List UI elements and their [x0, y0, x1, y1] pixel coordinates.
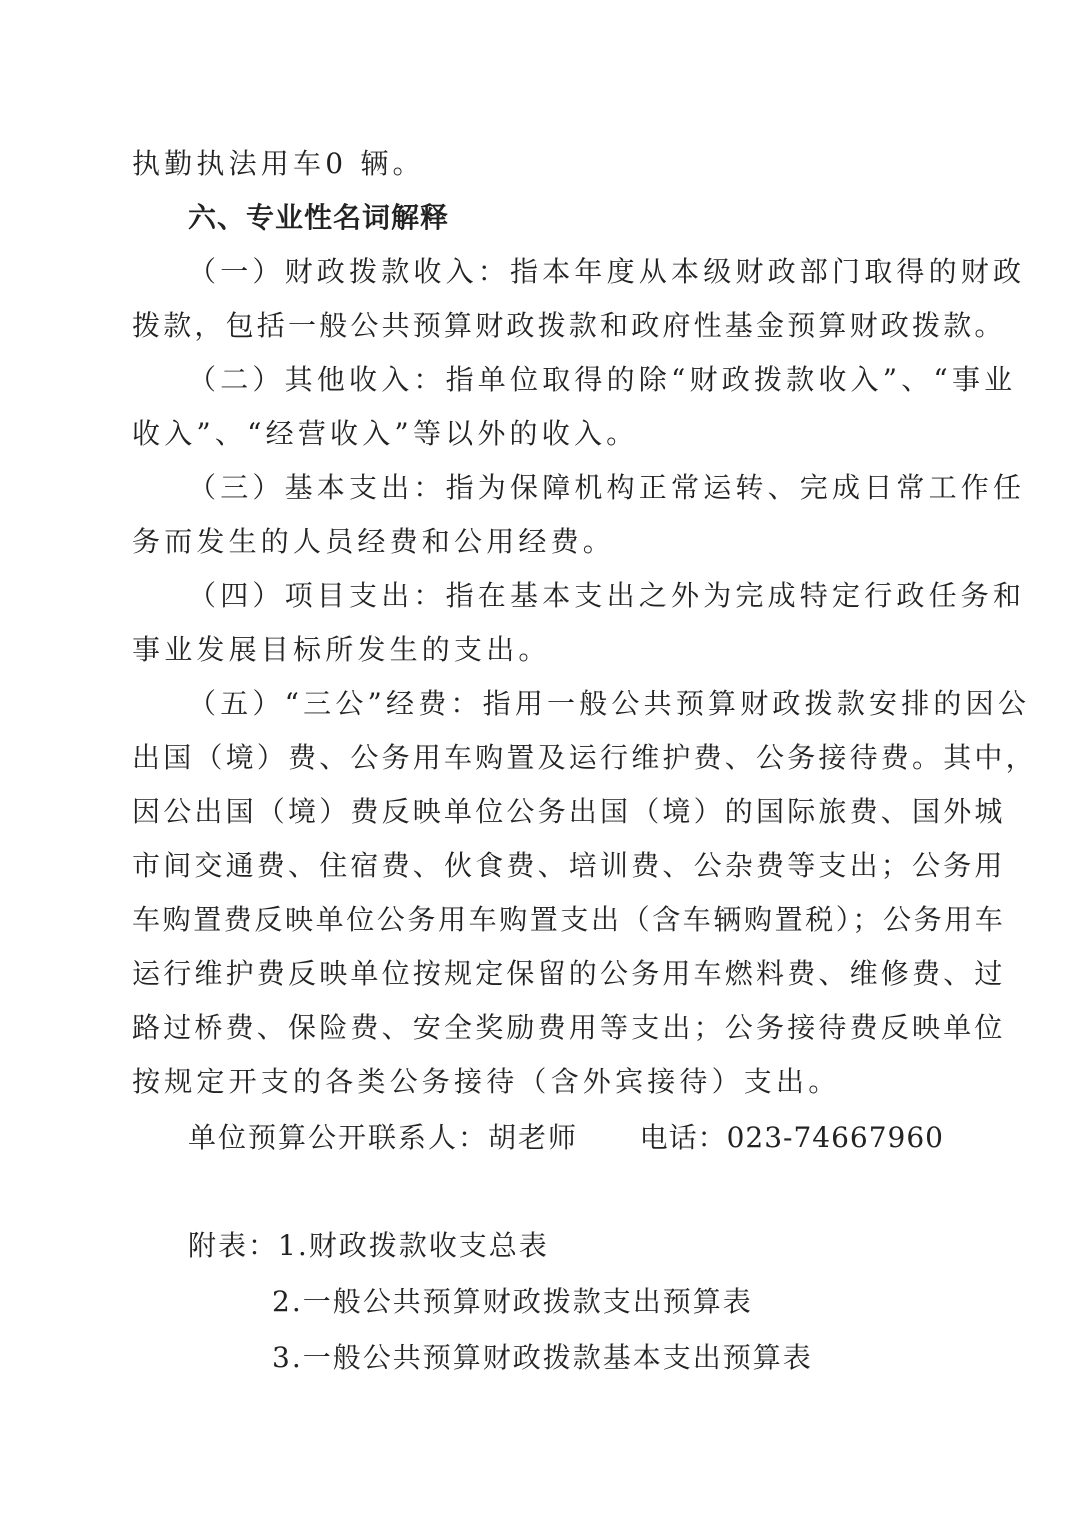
paragraph-line: （四）项目支出：指在基本支出之外为完成特定行政任务和: [188, 579, 1026, 612]
appendix-item-3: 3.一般公共预算财政拨款基本支出预算表: [272, 1341, 813, 1374]
paragraph-line: 务而发生的人员经费和公用经费。: [132, 525, 616, 558]
appendix-item-2: 2.一般公共预算财政拨款支出预算表: [272, 1285, 753, 1318]
paragraph-line: （三）基本支出：指为保障机构正常运转、完成日常工作任: [188, 471, 1026, 504]
paragraph-line: 路过桥费、保险费、安全奖励费用等支出；公务接待费反映单位: [132, 1011, 1006, 1044]
paragraph-line: 出国（境）费、公务用车购置及运行维护费、公务接待费。其中，: [132, 741, 1037, 774]
paragraph-line: （一）财政拨款收入：指本年度从本级财政部门取得的财政: [188, 255, 1026, 288]
paragraph-line: （五）“三公”经费：指用一般公共预算财政拨款安排的因公: [188, 687, 1031, 720]
text-line: 执勤执法用车0 辆。: [132, 147, 425, 180]
paragraph-line: 按规定开支的各类公务接待（含外宾接待）支出。: [132, 1065, 841, 1098]
paragraph-line: 事业发展目标所发生的支出。: [132, 633, 551, 666]
contact-phone: 电话：023-74667960: [639, 1121, 944, 1154]
paragraph-line: 市间交通费、住宿费、伙食费、培训费、公杂费等支出；公务用: [132, 849, 1006, 882]
appendix-item-1: 附表：1.财政拨款收支总表: [188, 1229, 549, 1262]
paragraph-line: 因公出国（境）费反映单位公务出国（境）的国际旅费、国外城: [132, 795, 1006, 828]
paragraph-line: 拨款，包括一般公共预算财政拨款和政府性基金预算财政拨款。: [132, 309, 1006, 342]
contact-line: [188, 1118, 944, 1158]
contact-person: 单位预算公开联系人：胡老师: [188, 1121, 579, 1154]
paragraph-line: 车购置费反映单位公务用车购置支出（含车辆购置税）；公务用车: [132, 903, 1006, 936]
paragraph-line: （二）其他收入：指单位取得的除“财政拨款收入”、“事业: [188, 363, 1017, 396]
paragraph-line: 运行维护费反映单位按规定保留的公务用车燃料费、维修费、过: [132, 957, 1006, 990]
paragraph-line: 收入”、“经营收入”等以外的收入。: [132, 417, 639, 450]
section-heading: 六、专业性名词解释: [188, 201, 450, 234]
